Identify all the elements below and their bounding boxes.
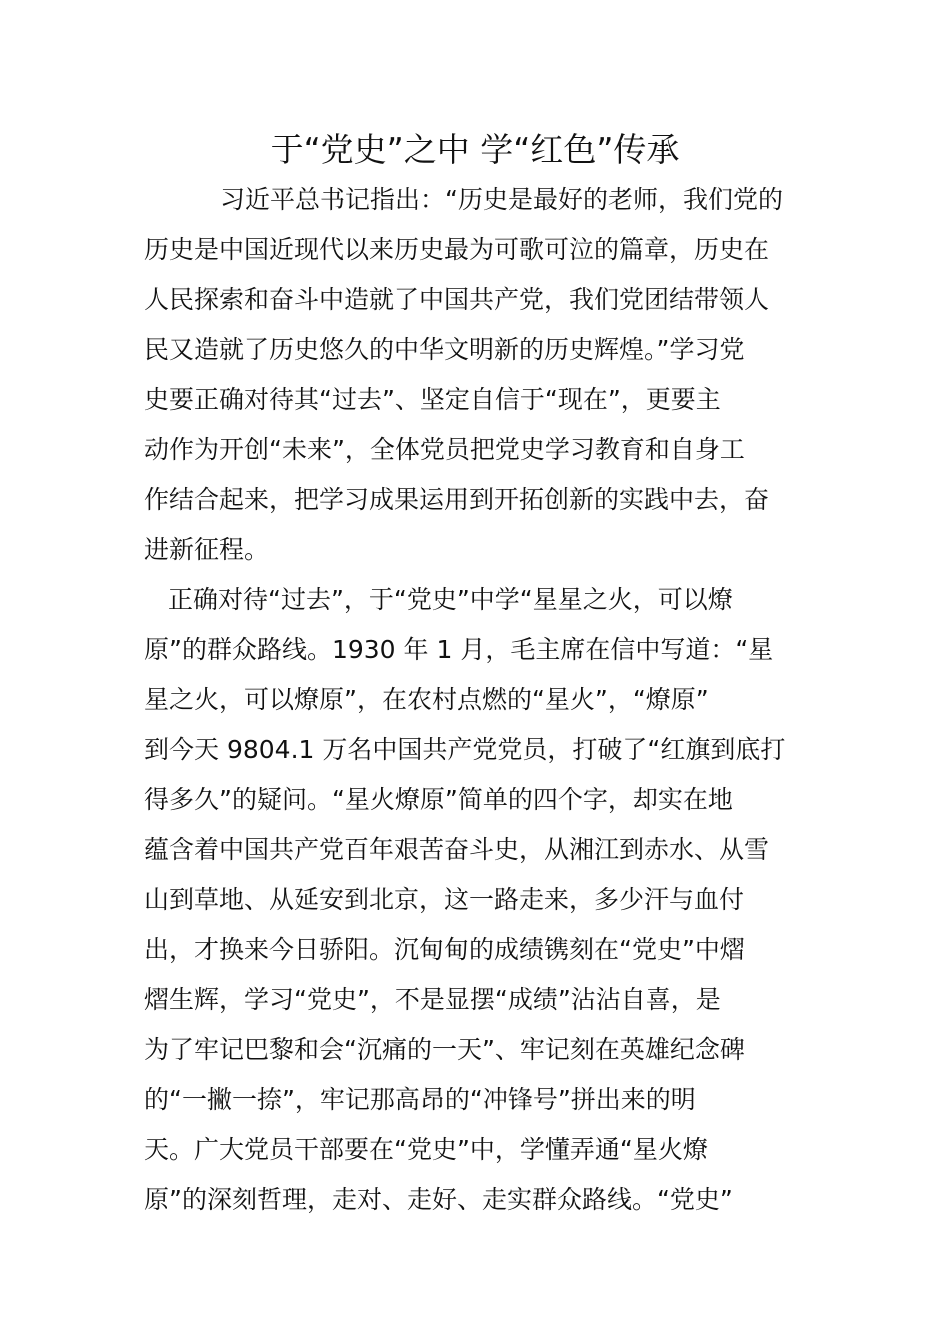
paragraph-line: 星之火，可以燎原”，在农村点燃的“星火”，“燎原” xyxy=(144,685,709,714)
paragraph-line: 出，才换来今日骄阳。沉甸甸的成绩镌刻在“党史”中熠 xyxy=(144,935,745,964)
paragraph-line: 动作为开创“未来”，全体党员把党史学习教育和自身工 xyxy=(144,435,745,464)
paragraph-line: 作结合起来，把学习成果运用到开拓创新的实践中去，奋 xyxy=(144,485,770,514)
paragraph-line: 习近平总书记指出：“历史是最好的老师，我们党的 xyxy=(220,185,783,214)
paragraph-line: 熠生辉，学习“党史”，不是显摆“成绩”沾沾自喜，是 xyxy=(144,985,721,1014)
paragraph-line: 原”的深刻哲理，走对、走好、走实群众路线。“党史” xyxy=(144,1185,733,1214)
paragraph-line: 原”的群众路线。1930 年 1 月，毛主席在信中写道：“星 xyxy=(144,635,774,664)
paragraph-line: 山到草地、从延安到北京，这一路走来，多少汗与血付 xyxy=(144,885,745,914)
paragraph-line: 历史是中国近现代以来历史最为可歌可泣的篇章，历史在 xyxy=(144,235,770,264)
paragraph-line: 民又造就了历史悠久的中华文明新的历史辉煌。”学习党 xyxy=(144,335,745,364)
paragraph-line: 蕴含着中国共产党百年艰苦奋斗史，从湘江到赤水、从雪 xyxy=(144,835,770,864)
paragraph-line: 进新征程。 xyxy=(144,535,270,564)
paragraph-line: 的“一撇一捺”，牢记那高昂的“冲锋号”拼出来的明 xyxy=(144,1085,696,1114)
paragraph-line: 得多久”的疑问。“星火燎原”简单的四个字，却实在地 xyxy=(144,785,733,814)
paragraph-line: 正确对待“过去”，于“党史”中学“星星之火，可以燎 xyxy=(168,585,733,614)
document-title: 于“党史”之中 学“红色”传承 xyxy=(270,130,680,169)
paragraph-line: 人民探索和奋斗中造就了中国共产党，我们党团结带领人 xyxy=(144,285,770,314)
paragraph-line: 到今天 9804.1 万名中国共产党党员，打破了“红旗到底打 xyxy=(144,735,786,764)
paragraph-line: 史要正确对待其“过去”、坚定自信于“现在”，更要主 xyxy=(144,385,721,414)
paragraph-line: 为了牢记巴黎和会“沉痛的一天”、牢记刻在英雄纪念碑 xyxy=(144,1035,745,1064)
paragraph-line: 天。广大党员干部要在“党史”中，学懂弄通“星火燎 xyxy=(144,1135,708,1164)
